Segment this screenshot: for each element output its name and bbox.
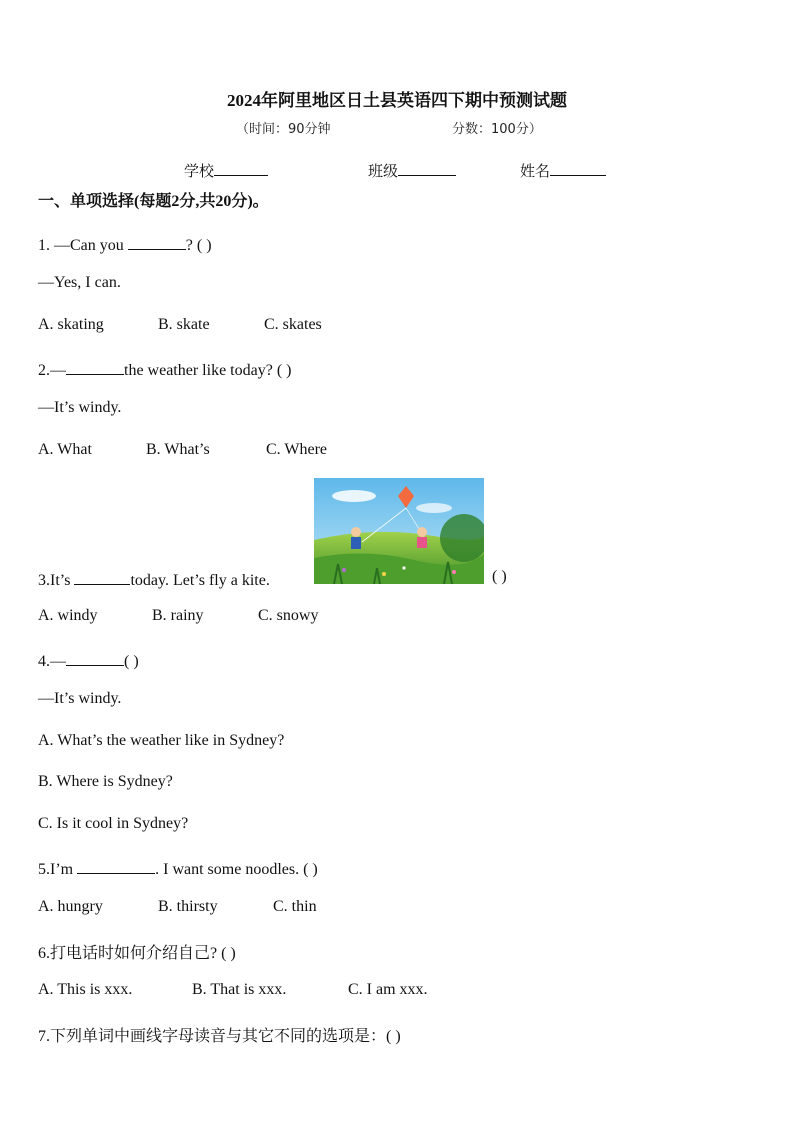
name-field bbox=[520, 160, 606, 181]
school-blank[interactable] bbox=[214, 162, 268, 177]
answer-blank[interactable] bbox=[77, 857, 155, 874]
question-2-reply: —It’s windy. bbox=[38, 399, 122, 416]
name-blank[interactable] bbox=[550, 162, 606, 177]
option-c[interactable]: C. Is it cool in Sydney? bbox=[38, 815, 189, 832]
question-2 bbox=[38, 358, 291, 380]
option-c[interactable]: C. Where bbox=[266, 441, 328, 458]
option-a[interactable]: A. skating bbox=[38, 316, 104, 333]
question-4 bbox=[38, 649, 139, 671]
answer-blank[interactable] bbox=[128, 233, 186, 250]
page-title: 2024年阿里地区日土县英语四下期中预测试题 bbox=[227, 91, 567, 110]
school-field bbox=[184, 160, 268, 181]
question-stem-end: . I want some noodles. ( ) bbox=[155, 861, 318, 878]
answer-blank[interactable] bbox=[66, 358, 124, 375]
question-number: 5. bbox=[38, 861, 50, 878]
section-heading: 一、单项选择(每题2分,共20分)。 bbox=[38, 193, 269, 210]
question-number: 7. bbox=[38, 1028, 50, 1045]
question-number: 6. bbox=[38, 945, 50, 962]
question-3 bbox=[38, 568, 270, 590]
kite-flying-illustration bbox=[314, 478, 484, 584]
question-number: 1. bbox=[38, 237, 50, 254]
question-5 bbox=[38, 857, 318, 879]
question-1-reply: —Yes, I can. bbox=[38, 274, 121, 291]
option-a[interactable]: A. hungry bbox=[38, 898, 103, 915]
question-stem: — bbox=[50, 653, 66, 670]
question-number: 3. bbox=[38, 572, 50, 589]
question-number: 4. bbox=[38, 653, 50, 670]
class-field bbox=[368, 160, 456, 181]
option-c[interactable]: C. thin bbox=[273, 898, 317, 915]
question-stem-end: today. Let’s fly a kite. bbox=[130, 572, 270, 589]
question-1 bbox=[38, 233, 212, 255]
option-b[interactable]: B. thirsty bbox=[158, 898, 218, 915]
option-c[interactable]: C. I am xxx. bbox=[348, 981, 428, 998]
option-c[interactable]: C. skates bbox=[264, 316, 322, 333]
class-blank[interactable] bbox=[398, 162, 456, 177]
question-stem: 打电话时如何介绍自己? ( ) bbox=[50, 945, 236, 962]
option-a[interactable]: A. What bbox=[38, 441, 92, 458]
question-4-reply: —It’s windy. bbox=[38, 690, 122, 707]
option-b[interactable]: B. skate bbox=[158, 316, 210, 333]
option-c[interactable]: C. snowy bbox=[258, 607, 319, 624]
option-a[interactable]: A. This is xxx. bbox=[38, 981, 133, 998]
question-stem: I’m bbox=[50, 861, 74, 878]
class-label: 班级 bbox=[368, 164, 399, 180]
option-a[interactable]: A. windy bbox=[38, 607, 98, 624]
question-stem-end: ( ) bbox=[124, 653, 139, 670]
score-info: 分数：100分） bbox=[452, 122, 542, 137]
answer-blank[interactable] bbox=[66, 649, 124, 666]
question-stem: — bbox=[50, 362, 66, 379]
question-stem: —Can you bbox=[54, 237, 124, 254]
question-stem: It’s bbox=[50, 572, 71, 589]
question-stem-end: ? ( ) bbox=[185, 237, 212, 254]
option-b[interactable]: B. Where is Sydney? bbox=[38, 773, 173, 790]
school-label: 学校 bbox=[184, 164, 215, 180]
time-info: （时间：90分钟 bbox=[236, 122, 331, 137]
question-number: 2. bbox=[38, 362, 50, 379]
option-b[interactable]: B. rainy bbox=[152, 607, 204, 624]
answer-paren[interactable]: ( ) bbox=[492, 568, 507, 585]
question-stem-end: the weather like today? ( ) bbox=[124, 362, 292, 379]
question-6 bbox=[38, 940, 236, 963]
option-b[interactable]: B. That is xxx. bbox=[192, 981, 287, 998]
option-a[interactable]: A. What’s the weather like in Sydney? bbox=[38, 732, 285, 749]
answer-blank[interactable] bbox=[74, 568, 130, 585]
name-label: 姓名 bbox=[520, 164, 551, 180]
option-b[interactable]: B. What’s bbox=[146, 441, 210, 458]
question-7 bbox=[38, 1023, 401, 1046]
question-stem: 下列单词中画线字母读音与其它不同的选项是：( ) bbox=[50, 1028, 401, 1045]
